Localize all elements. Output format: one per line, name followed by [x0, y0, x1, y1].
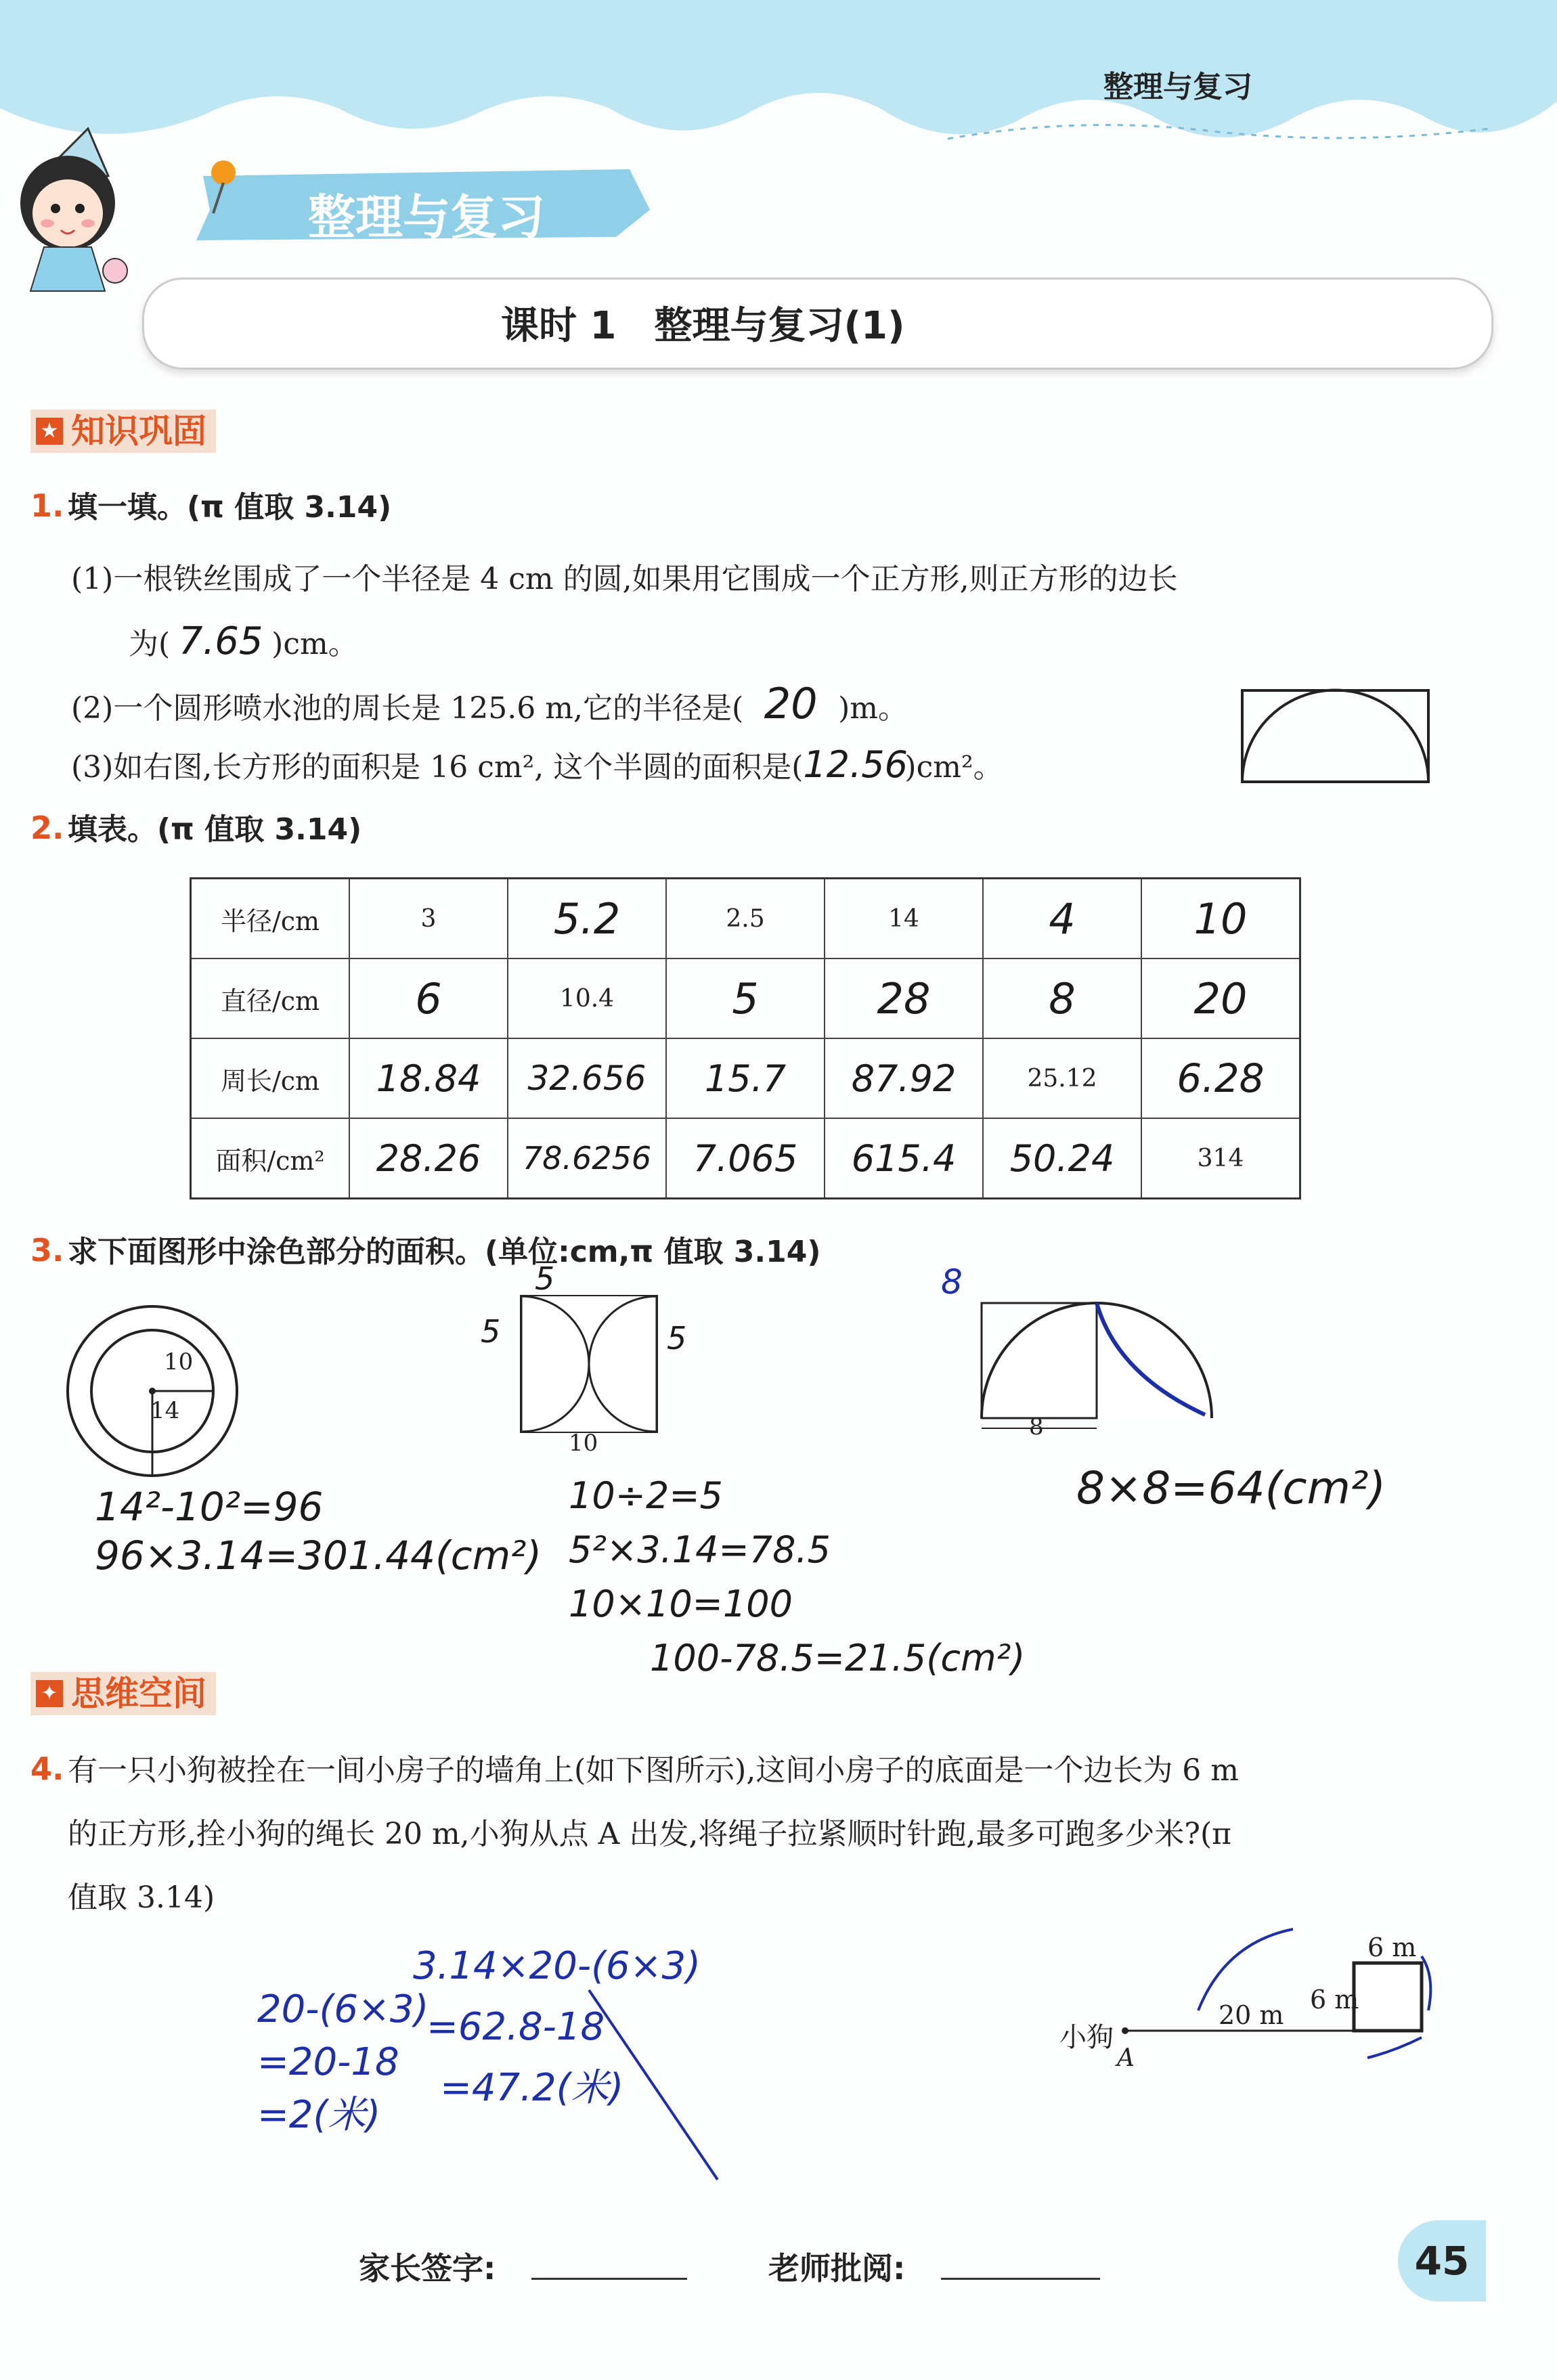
- handwritten-answer: 32.656: [527, 1059, 646, 1098]
- q4-side-top: 6 m: [1367, 1933, 1417, 1962]
- cell: [825, 1038, 983, 1118]
- q3-work-3: 8×8=64(cm²): [1076, 1462, 1386, 1514]
- row-label: 周长/cm: [191, 1038, 350, 1118]
- q2-title: 填表。(π 值取 3.14): [68, 812, 362, 847]
- q3-work-1: [95, 1482, 542, 1580]
- star-icon: ★: [36, 418, 63, 445]
- work-line: =20-18: [257, 2040, 399, 2084]
- handwritten-answer: 6.28: [1177, 1055, 1265, 1101]
- work-line: =47.2(米): [440, 2066, 624, 2110]
- q1-part1-line2: [129, 621, 358, 665]
- work-line: =62.8-18: [426, 2005, 605, 2049]
- q3-fig2-side: 10: [569, 1430, 598, 1457]
- handwritten-answer: 8: [1049, 973, 1076, 1023]
- cell: 3: [349, 879, 508, 959]
- section-tag-knowledge: [30, 410, 216, 453]
- table-row: [191, 958, 1300, 1038]
- running-header: 整理与复习: [1103, 70, 1252, 104]
- q4-number: 4.: [30, 1750, 64, 1787]
- work-line: 5²×3.14=78.5: [569, 1528, 831, 1571]
- cell: [983, 1118, 1141, 1199]
- q4-strike-line: [582, 1983, 731, 2186]
- q1-title: 填一填。(π 值取 3.14): [68, 490, 392, 525]
- cell: [666, 1038, 825, 1118]
- section-tag-thinking-label: 思维空间: [71, 1674, 206, 1713]
- q3-fig1-inner-radius: 10: [164, 1348, 194, 1375]
- cell: 2.5: [666, 879, 825, 959]
- q1-part1-line1: (1)一根铁丝围成了一个半径是 4 cm 的圆,如果用它围成一个正方形,则正方形的边长: [71, 562, 1178, 596]
- q1-part1-prefix: 为(: [129, 627, 171, 661]
- lesson-title: 课时 1 整理与复习(1): [501, 304, 905, 348]
- cell: [1141, 879, 1300, 959]
- cell: [349, 1038, 508, 1118]
- q4-dog-figure: [1110, 1916, 1476, 2078]
- q2-table: [190, 877, 1301, 1199]
- teacher-review-line[interactable]: [941, 2278, 1100, 2280]
- handwritten-answer: 6: [415, 973, 442, 1023]
- table-row: [191, 1038, 1300, 1118]
- handwritten-answer: 15.7: [704, 1057, 787, 1100]
- parent-signature-label: 家长签字:: [359, 2250, 496, 2287]
- table-row: [191, 879, 1300, 959]
- handwritten-answer: 20: [1193, 973, 1248, 1023]
- row-label: 半径/cm: [191, 879, 350, 959]
- handwritten-answer: 28: [877, 973, 931, 1023]
- q4-text-line2: 的正方形,拴小狗的绳长 20 m,小狗从点 A 出发,将绳子拉紧顺时针跑,最多可跑多少米?(π: [68, 1817, 1232, 1851]
- cell: [666, 1118, 825, 1199]
- work-line: 20-(6×3): [257, 1987, 429, 2031]
- row-label: 直径/cm: [191, 958, 350, 1038]
- q3-ring-figure: [61, 1300, 250, 1489]
- q3-fig2-mark-top: 5: [535, 1260, 555, 1297]
- work-line: 10×10=100: [569, 1583, 793, 1625]
- section-tag-knowledge-label: 知识巩固: [71, 412, 206, 451]
- cell: [1141, 1038, 1300, 1118]
- section-tag-thinking: [30, 1672, 216, 1715]
- cell: [508, 1038, 666, 1118]
- q4-rope-length: 20 m: [1219, 2000, 1284, 2030]
- q3-fig2-mark-left: 5: [481, 1313, 501, 1350]
- cell: [666, 958, 825, 1038]
- q1-part3: [71, 745, 1003, 788]
- cell: [508, 879, 666, 959]
- q1-semicircle-figure: [1239, 684, 1435, 785]
- q4-side-left: 6 m: [1310, 1985, 1359, 2014]
- handwritten-answer: 87.92: [851, 1057, 957, 1100]
- handwritten-answer: 78.6256: [522, 1140, 652, 1176]
- q1-number: 1.: [30, 487, 64, 524]
- q4-point-a: A: [1117, 2044, 1135, 2072]
- q1-part3-suffix: )cm²。: [904, 750, 1003, 785]
- q4-work-left: [257, 1983, 429, 2142]
- cell: [983, 879, 1141, 959]
- cell: [825, 958, 983, 1038]
- q3-fig1-outer-radius: 14: [150, 1397, 180, 1424]
- cell: [1141, 958, 1300, 1038]
- work-line: =2(米): [257, 2093, 381, 2137]
- q2-number: 2.: [30, 810, 64, 846]
- teacher-review-label: 老师批阅:: [768, 2250, 906, 2287]
- cell: [349, 1118, 508, 1199]
- cell: [349, 958, 508, 1038]
- q1-part2: [71, 679, 908, 729]
- q3-fig2-mark-right: 5: [667, 1320, 687, 1357]
- work-line: 3.14×20-(6×3): [413, 1944, 701, 1988]
- cell: [508, 1118, 666, 1199]
- q1-part2-prefix: (2)一个圆形喷水池的周长是 125.6 m,它的半径是(: [71, 691, 744, 726]
- q4-text-line3: 值取 3.14): [68, 1880, 215, 1915]
- handwritten-answer: 28.26: [376, 1137, 481, 1180]
- handwritten-answer: 7.065: [693, 1137, 798, 1180]
- banner-title: 整理与复习: [308, 190, 545, 245]
- q3-title: 求下面图形中涂色部分的面积。(单位:cm,π 值取 3.14): [68, 1235, 821, 1269]
- cell: [825, 1118, 983, 1199]
- girl-mascot-icon: [7, 122, 135, 311]
- work-line: 100-78.5=21.5(cm²): [650, 1637, 1026, 1679]
- q3-fig3-mark: 8: [941, 1262, 963, 1302]
- parent-signature-line[interactable]: [531, 2278, 687, 2280]
- cell: 14: [825, 879, 983, 959]
- page-number: 45: [1398, 2220, 1486, 2301]
- work-line: 96×3.14=301.44(cm²): [95, 1533, 542, 1579]
- q3-work-2: [569, 1469, 1025, 1685]
- q4-text-line1: 有一只小狗被拴在一间小房子的墙角上(如下图所示),这间小房子的底面是一个边长为 6 m: [68, 1753, 1240, 1788]
- handwritten-answer: 10: [1193, 894, 1248, 944]
- q3-fig3-base: 8: [1029, 1413, 1044, 1440]
- row-label: 面积/cm²: [191, 1118, 350, 1199]
- handwritten-answer: 615.4: [851, 1137, 957, 1180]
- q1-part1-suffix: )cm。: [271, 627, 358, 661]
- q1-answer-3: 12.56: [803, 743, 908, 786]
- q1-part3-prefix: (3)如右图,长方形的面积是 16 cm², 这个半圆的面积是(: [71, 750, 804, 785]
- handwritten-answer: 50.24: [1009, 1137, 1115, 1180]
- cell: 10.4: [508, 958, 666, 1038]
- handwritten-answer: 4: [1049, 894, 1076, 944]
- q1-part2-suffix: )m。: [838, 691, 908, 726]
- table-row: [191, 1118, 1300, 1199]
- handwritten-answer: 5: [732, 973, 759, 1023]
- handwritten-answer: 5.2: [553, 894, 621, 944]
- cell: 25.12: [983, 1038, 1141, 1118]
- q1-answer-2: 20: [764, 679, 818, 728]
- handwritten-answer: 18.84: [376, 1057, 481, 1100]
- q3-number: 3.: [30, 1232, 64, 1269]
- q4-dog-label: 小狗: [1059, 2022, 1114, 2053]
- work-line: 14²-10²=96: [95, 1484, 324, 1530]
- lightbulb-icon: ✦: [36, 1680, 63, 1707]
- q3-semicircle-figure: [975, 1293, 1219, 1442]
- q1-answer-1: 7.65: [178, 619, 263, 663]
- cell: [983, 958, 1141, 1038]
- cell: 314: [1141, 1118, 1300, 1199]
- work-line: 10÷2=5: [569, 1474, 723, 1517]
- q3-square-figure: [514, 1290, 663, 1438]
